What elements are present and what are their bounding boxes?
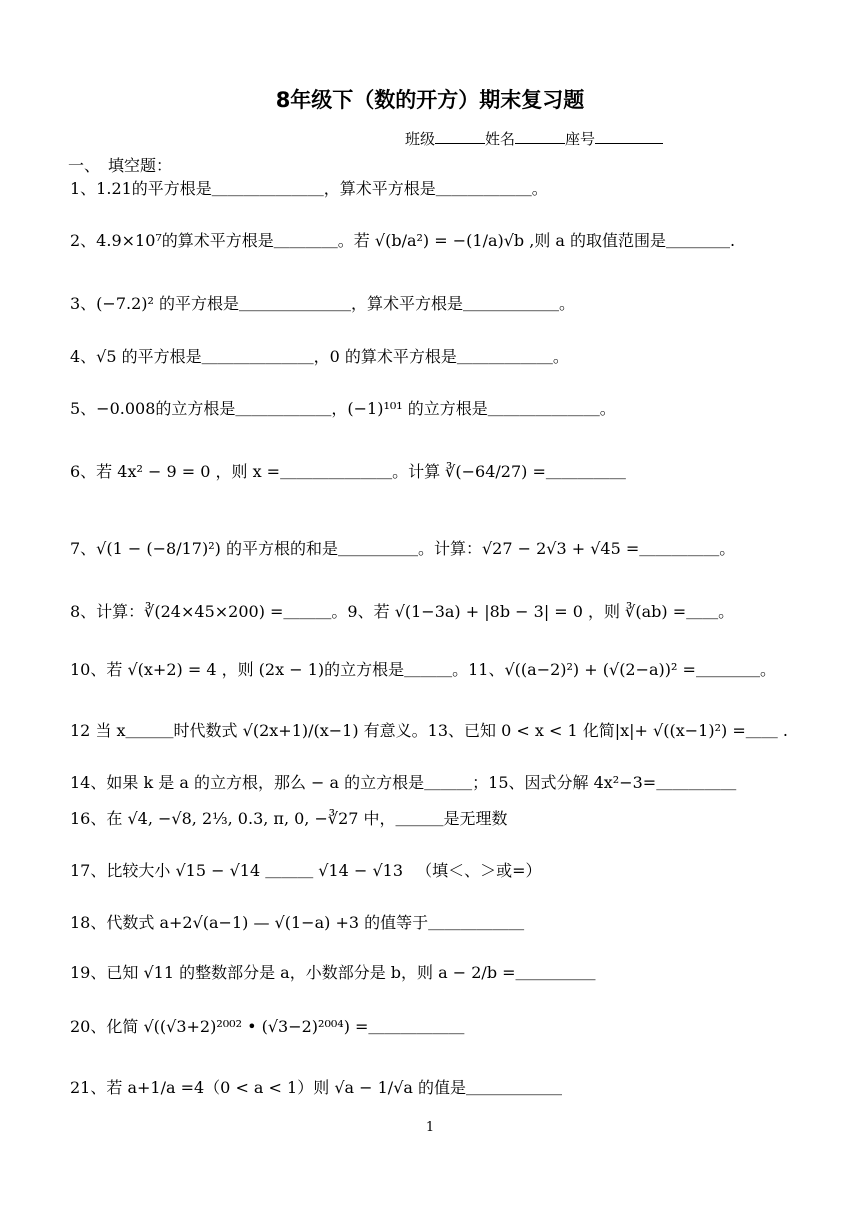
- question-7: 7、√(1 − (−8/17)²) 的平方根的和是＿＿＿＿＿。计算：√27 − 2√3 + √45 =＿＿＿＿＿。: [70, 539, 736, 558]
- question-6: 6、若 4x² − 9 = 0 ，则 x =＿＿＿＿＿＿＿。计算 ∛(−64/27) =＿＿＿＿＿: [70, 462, 626, 481]
- question-8-9: 8、计算：∛(24×45×200) =＿＿＿。9、若 √(1−3a) + |8b − 3| = 0 ，则 ∛(ab) =＿＿。: [70, 602, 735, 621]
- question-1: 1、1.21的平方根是＿＿＿＿＿＿＿，算术平方根是＿＿＿＿＿＿。: [70, 179, 548, 198]
- question-12-13: 12 当 x＿＿＿时代数式 √(2x+1)/(x−1) 有意义。13、已知 0 < x < 1 化简|x|+ √((x−1)²) =＿＿ .: [70, 721, 788, 740]
- question-21: 21、若 a+1/a =4（0 < a < 1）则 √a − 1/√a 的值是＿＿＿＿＿＿: [70, 1078, 563, 1097]
- student-info-header: [405, 128, 663, 149]
- question-14-15: 14、如果 k 是 a 的立方根，那么 − a 的立方根是＿＿＿；15、因式分解 4x²−3=＿＿＿＿＿: [70, 773, 737, 792]
- question-4: 4、√5 的平方根是＿＿＿＿＿＿＿，0 的算术平方根是＿＿＿＿＿＿。: [70, 347, 569, 366]
- page-title: 8年级下（数的开方）期末复习题: [275, 88, 585, 112]
- seat-blank: [595, 129, 663, 144]
- question-19: 19、已知 √11 的整数部分是 a，小数部分是 b，则 a − 2/b =＿＿＿＿＿: [70, 963, 596, 982]
- name-label: 姓名: [485, 130, 516, 148]
- question-20: 20、化简 √((√3+2)²⁰⁰² • (√3−2)²⁰⁰⁴) =＿＿＿＿＿＿: [70, 1017, 465, 1036]
- question-3: 3、(−7.2)² 的平方根是＿＿＿＿＿＿＿，算术平方根是＿＿＿＿＿＿。: [70, 294, 576, 313]
- page-number: 1: [425, 1120, 435, 1135]
- class-label: 班级: [405, 130, 436, 148]
- question-16: 16、在 √4, −√8, 2⅓, 0.3, π, 0, −∛27 中，＿＿＿是无理数: [70, 809, 508, 828]
- question-2: 2、4.9×10⁷的算术平方根是＿＿＿＿。若 √(b/a²) = −(1/a)√b ,则 a 的取值范围是＿＿＿＿.: [70, 231, 736, 250]
- seat-label: 座号: [565, 130, 596, 148]
- question-18: 18、代数式 a+2√(a−1) — √(1−a) +3 的值等于＿＿＿＿＿＿: [70, 913, 525, 932]
- question-17: 17、比较大小 √15 − √14 ＿＿＿ √14 − √13 （填＜、＞或=）: [70, 861, 542, 880]
- name-blank: [515, 129, 565, 144]
- question-10-11: 10、若 √(x+2) = 4 ，则 (2x − 1)的立方根是＿＿＿。11、√((a−2)²) + (√(2−a))² =＿＿＿＿。: [70, 660, 776, 679]
- section-heading: 一、 填空题：: [68, 156, 173, 175]
- question-5: 5、−0.008的立方根是＿＿＿＿＿＿，(−1)¹⁰¹ 的立方根是＿＿＿＿＿＿＿。: [70, 399, 616, 418]
- class-blank: [435, 129, 485, 144]
